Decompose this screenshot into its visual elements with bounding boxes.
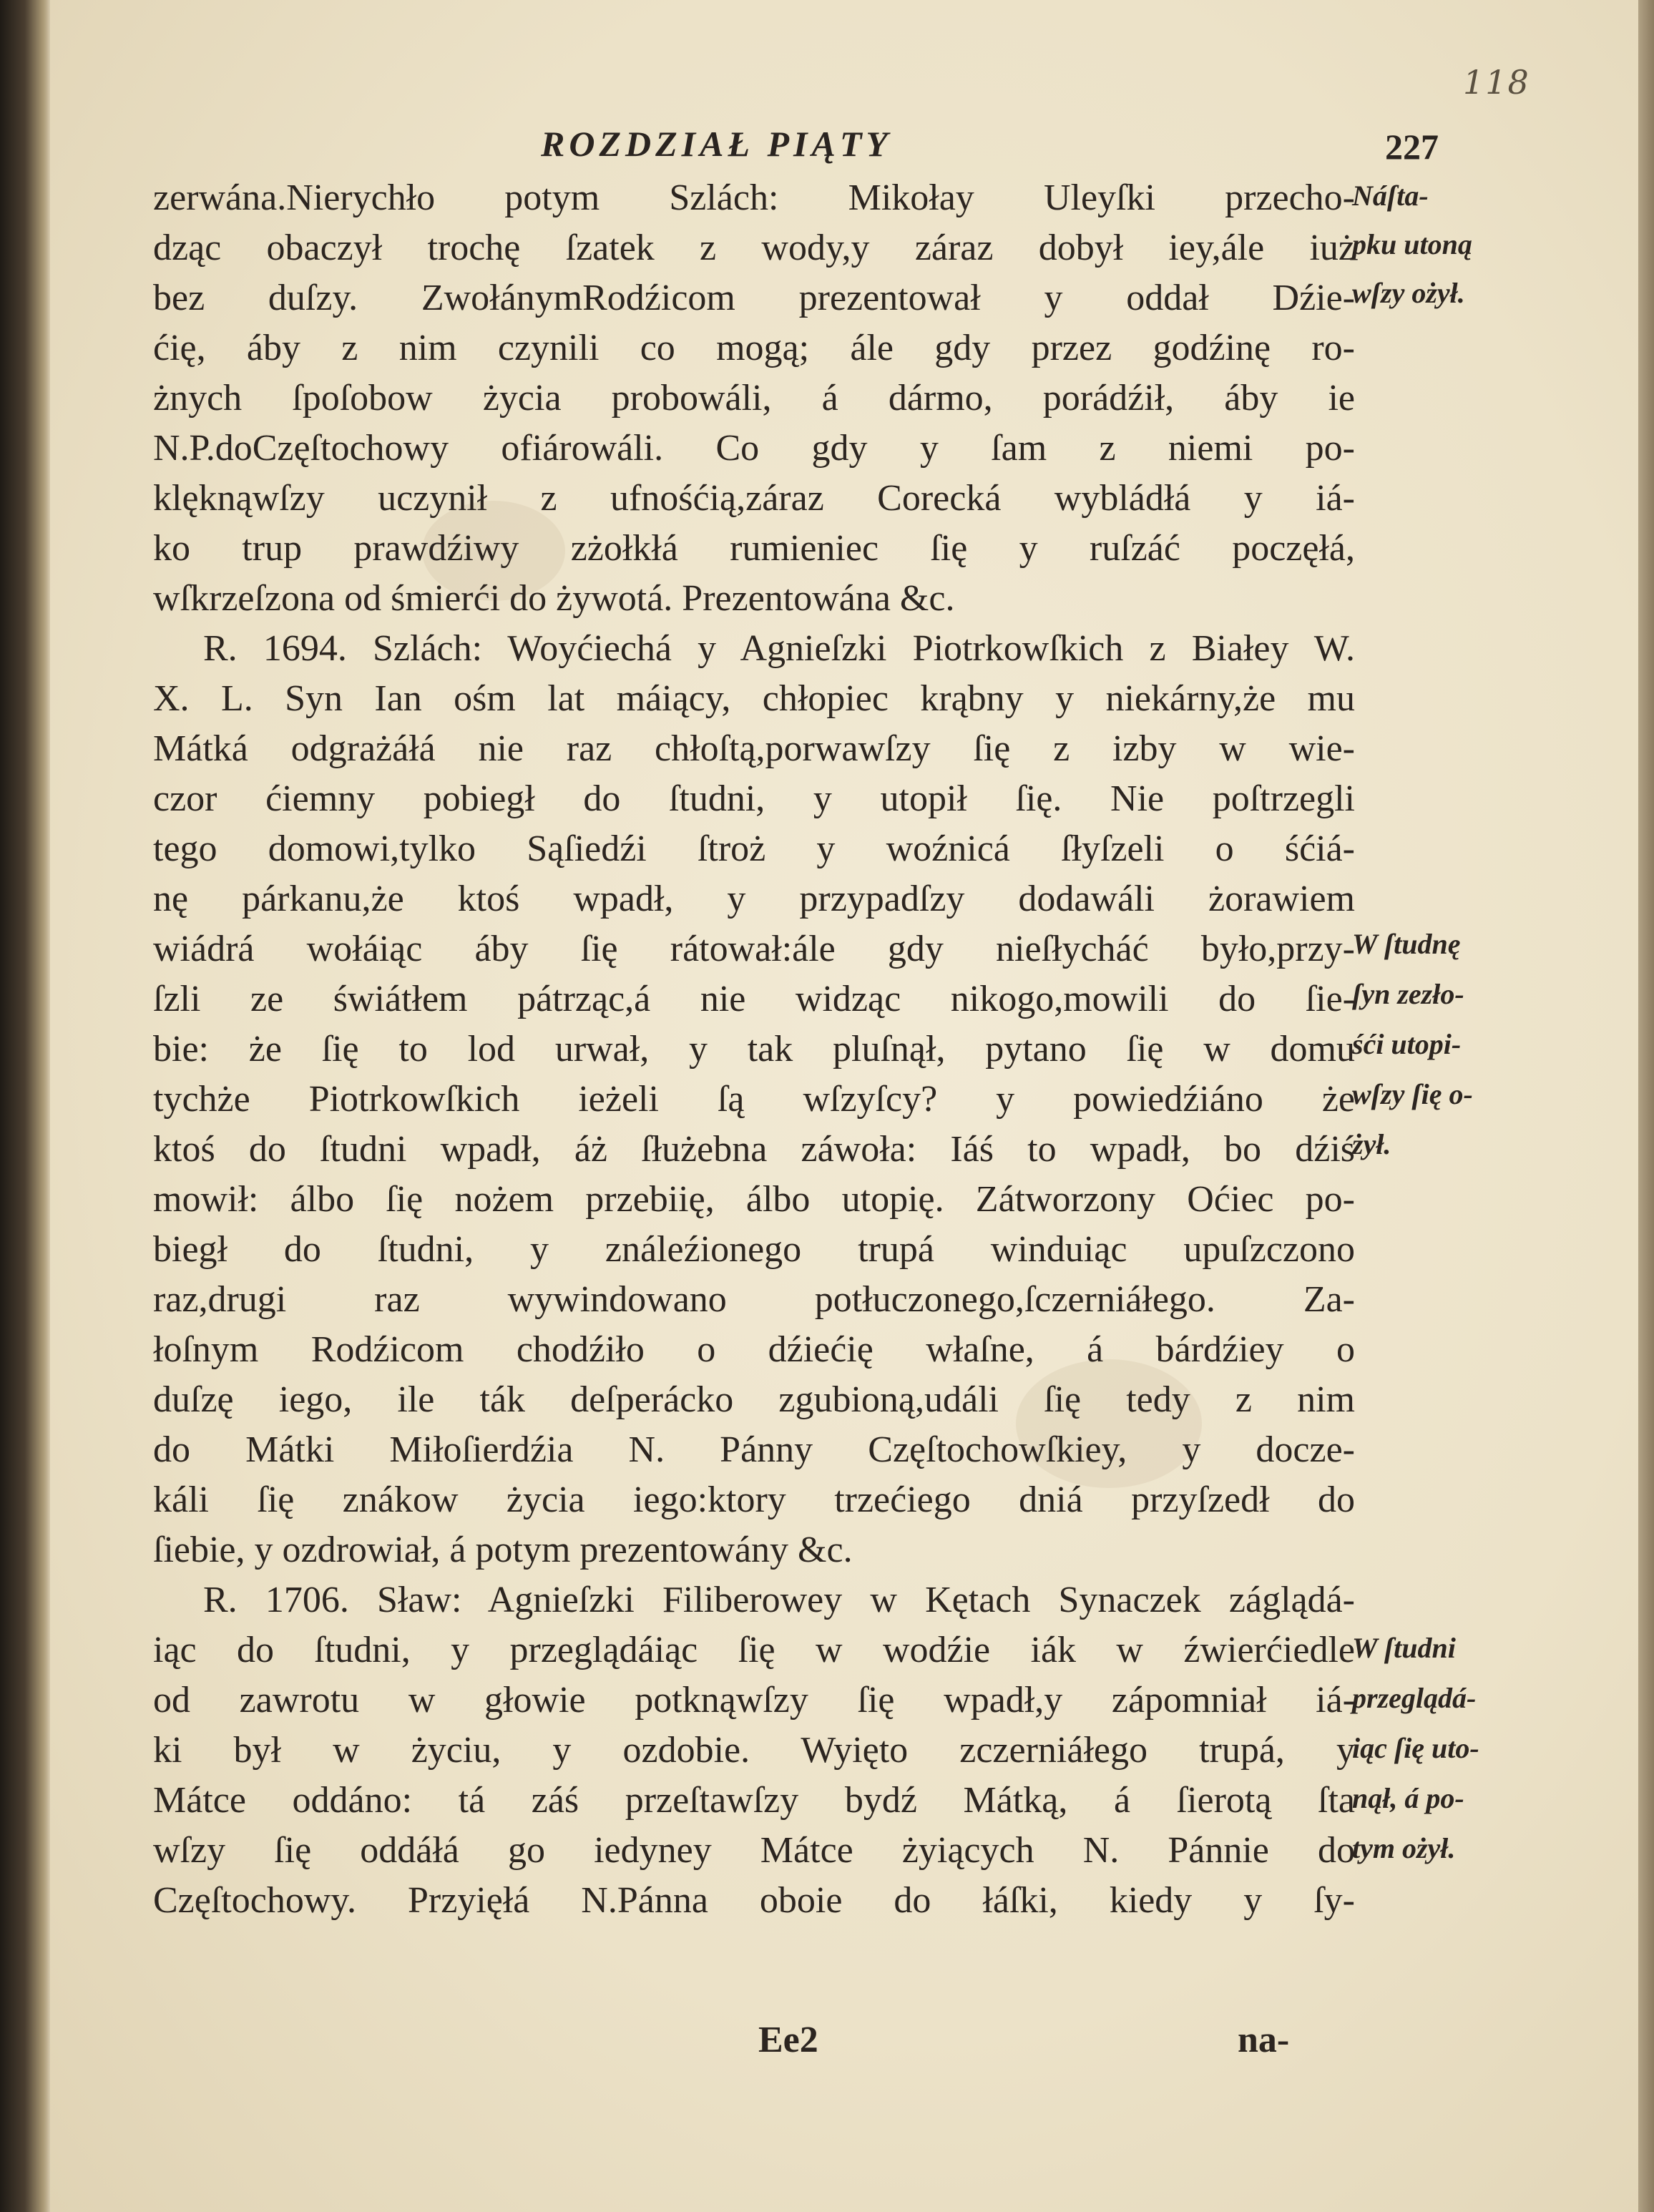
margin-note-line: W ſtudnę bbox=[1352, 928, 1461, 960]
text-line: raz,drugi raz wywindowano potłuczonego,ſczerniáłego. Za- bbox=[153, 1279, 1355, 1320]
text-line: ſiebie, y ozdrowiał, á potym prezentowány &c. bbox=[153, 1530, 853, 1570]
text-line: wſzy ſię oddáłá go iedyney Mátce żyiących N. Pánnie do bbox=[153, 1830, 1355, 1871]
page-footer bbox=[758, 2019, 1331, 2069]
margin-note-line: tym ożył. bbox=[1352, 1832, 1456, 1864]
text-line: ki był w życiu, y ozdobie. Wyięto zczerniáłego trupá, y bbox=[153, 1730, 1355, 1771]
margin-note-line: przeglądá- bbox=[1352, 1682, 1477, 1714]
text-line: Mátká odgrażáłá nie raz chłoſtą,porwawſzy ſię z izby w wie- bbox=[153, 728, 1355, 769]
text-line: żnych ſpoſobow życia probowáli, á dármo, porádźił, áby ie bbox=[153, 378, 1355, 419]
text-line: duſzę iego, ile ták deſperácko zgubioną,událi ſię tedy z nim bbox=[153, 1379, 1355, 1420]
margin-note-line: Náſta- bbox=[1352, 180, 1429, 212]
text-line: káli ſię znákow życia iego:ktory trzećiego dniá przyſzedł do bbox=[153, 1479, 1355, 1520]
signature-mark: Ee2 bbox=[758, 2020, 818, 2060]
text-line: biegł do ſtudni, y ználeźionego trupá winduiąc upuſzczono bbox=[153, 1229, 1355, 1270]
text-line: wiádrá wołáiąc áby ſię rátował:ále gdy nieſłycháć było,przy- bbox=[153, 929, 1355, 969]
page-number: 227 bbox=[1385, 127, 1439, 167]
text-line: X. L. Syn Ian ośm lat máiący, chłopiec krąbny y niekárny,że mu bbox=[153, 678, 1355, 719]
text-line: iąc do ſtudni, y przeglądáiąc ſię w wodźie iák w źwierćiedle bbox=[153, 1630, 1355, 1670]
text-line: do Mátki Miłoſierdźia N. Pánny Częſtochowſkiey, y docze- bbox=[153, 1429, 1355, 1470]
text-line: ćię, áby z nim czynili co mogą; ále gdy przez godźinę ro- bbox=[153, 328, 1355, 368]
text-line: tego domowi,tylko Sąſiedźi ſtroż y woźnicá ſłyſzeli o śćiá- bbox=[153, 828, 1355, 869]
text-line: R. 1706. Sław: Agnieſzki Filiberowey w Kętach Synaczek záglądá- bbox=[203, 1580, 1355, 1620]
margin-note-line: wſzy ſię o- bbox=[1352, 1078, 1473, 1110]
text-line: tychże Piotrkowſkich ieżeli ſą wſzyſcy? y powiedźiáno że bbox=[153, 1079, 1355, 1120]
handwritten-folio-number: 118 bbox=[1463, 63, 1530, 102]
text-line: od zawrotu w głowie potknąwſzy ſię wpadł,y zápomniał iá- bbox=[153, 1680, 1355, 1721]
text-line: klęknąwſzy uczynił z ufnośćią,záraz Corecká wybládłá y iá- bbox=[153, 478, 1355, 519]
margin-note-line: iąc ſię uto- bbox=[1352, 1732, 1479, 1764]
margin-note-line: pku utoną bbox=[1352, 228, 1472, 260]
margin-note-line: W ſtudni bbox=[1352, 1632, 1456, 1664]
running-head: ROZDZIAŁ PIĄTY bbox=[541, 124, 892, 164]
text-line: mowił: álbo ſię nożem przebiię, álbo utopię. Zátworzony Oćiec po- bbox=[153, 1179, 1355, 1220]
text-line: ſzli ze świátłem pátrząc,á nie widząc nikogo,mowili do ſie- bbox=[153, 979, 1355, 1019]
margin-note-line: ſyn zezło- bbox=[1352, 978, 1464, 1010]
facing-page-edge bbox=[0, 0, 50, 2212]
margin-note-line: nął, á po- bbox=[1352, 1782, 1464, 1814]
margin-note-line: żył. bbox=[1352, 1128, 1391, 1160]
text-line: Częſtochowy. Przyięłá N.Pánna oboie do łáſki, kiedy y ſy- bbox=[153, 1880, 1355, 1921]
text-line: nę párkanu,że ktoś wpadł, y przypadſzy dodawáli żorawiem bbox=[153, 879, 1355, 919]
text-line: łoſnym Rodźicom chodźiło o dźiećię właſne, á bárdźiey o bbox=[153, 1329, 1355, 1370]
catchword: na- bbox=[1238, 2020, 1290, 2060]
margin-note-line: wſzy ożył. bbox=[1352, 277, 1465, 309]
text-line: dząc obaczył trochę ſzatek z wody,y záraz dobył iey,ále iuż bbox=[153, 227, 1355, 268]
margin-note-line: śći utopi- bbox=[1352, 1028, 1462, 1060]
text-line: ko trup prawdźiwy zżołkłá rumieniec ſię y ruſzáć poczęłá, bbox=[153, 528, 1355, 569]
text-line: N.P.doCzęſtochowy ofiárowáli. Co gdy y ſam z niemi po- bbox=[153, 428, 1355, 469]
text-line: bez duſzy. ZwołánymRodźicom prezentował y oddał Dźie- bbox=[153, 278, 1355, 318]
text-line: Mátce oddáno: tá záś przeſtawſzy bydź Mátką, á ſierotą ſta bbox=[153, 1780, 1355, 1821]
text-line: czor ćiemny pobiegł do ſtudni, y utopił ſię. Nie poſtrzegli bbox=[153, 778, 1355, 819]
text-line: zerwána.Nierychło potym Szlách: Mikołay Uleyſki przecho- bbox=[153, 177, 1355, 218]
text-line: bie: że ſię to lod urwał, y tak pluſnął, pytano ſię w domu bbox=[153, 1029, 1355, 1070]
text-line: wſkrzeſzona od śmierći do żywotá. Prezentowána &c. bbox=[153, 578, 955, 619]
text-line: ktoś do ſtudni wpadł, áż ſłużebna záwoła: Iáś to wpadł, bo dźiś bbox=[153, 1129, 1355, 1170]
text-line: R. 1694. Szlách: Woyćiechá y Agnieſzki Piotrkowſkich z Białey W. bbox=[203, 628, 1355, 669]
